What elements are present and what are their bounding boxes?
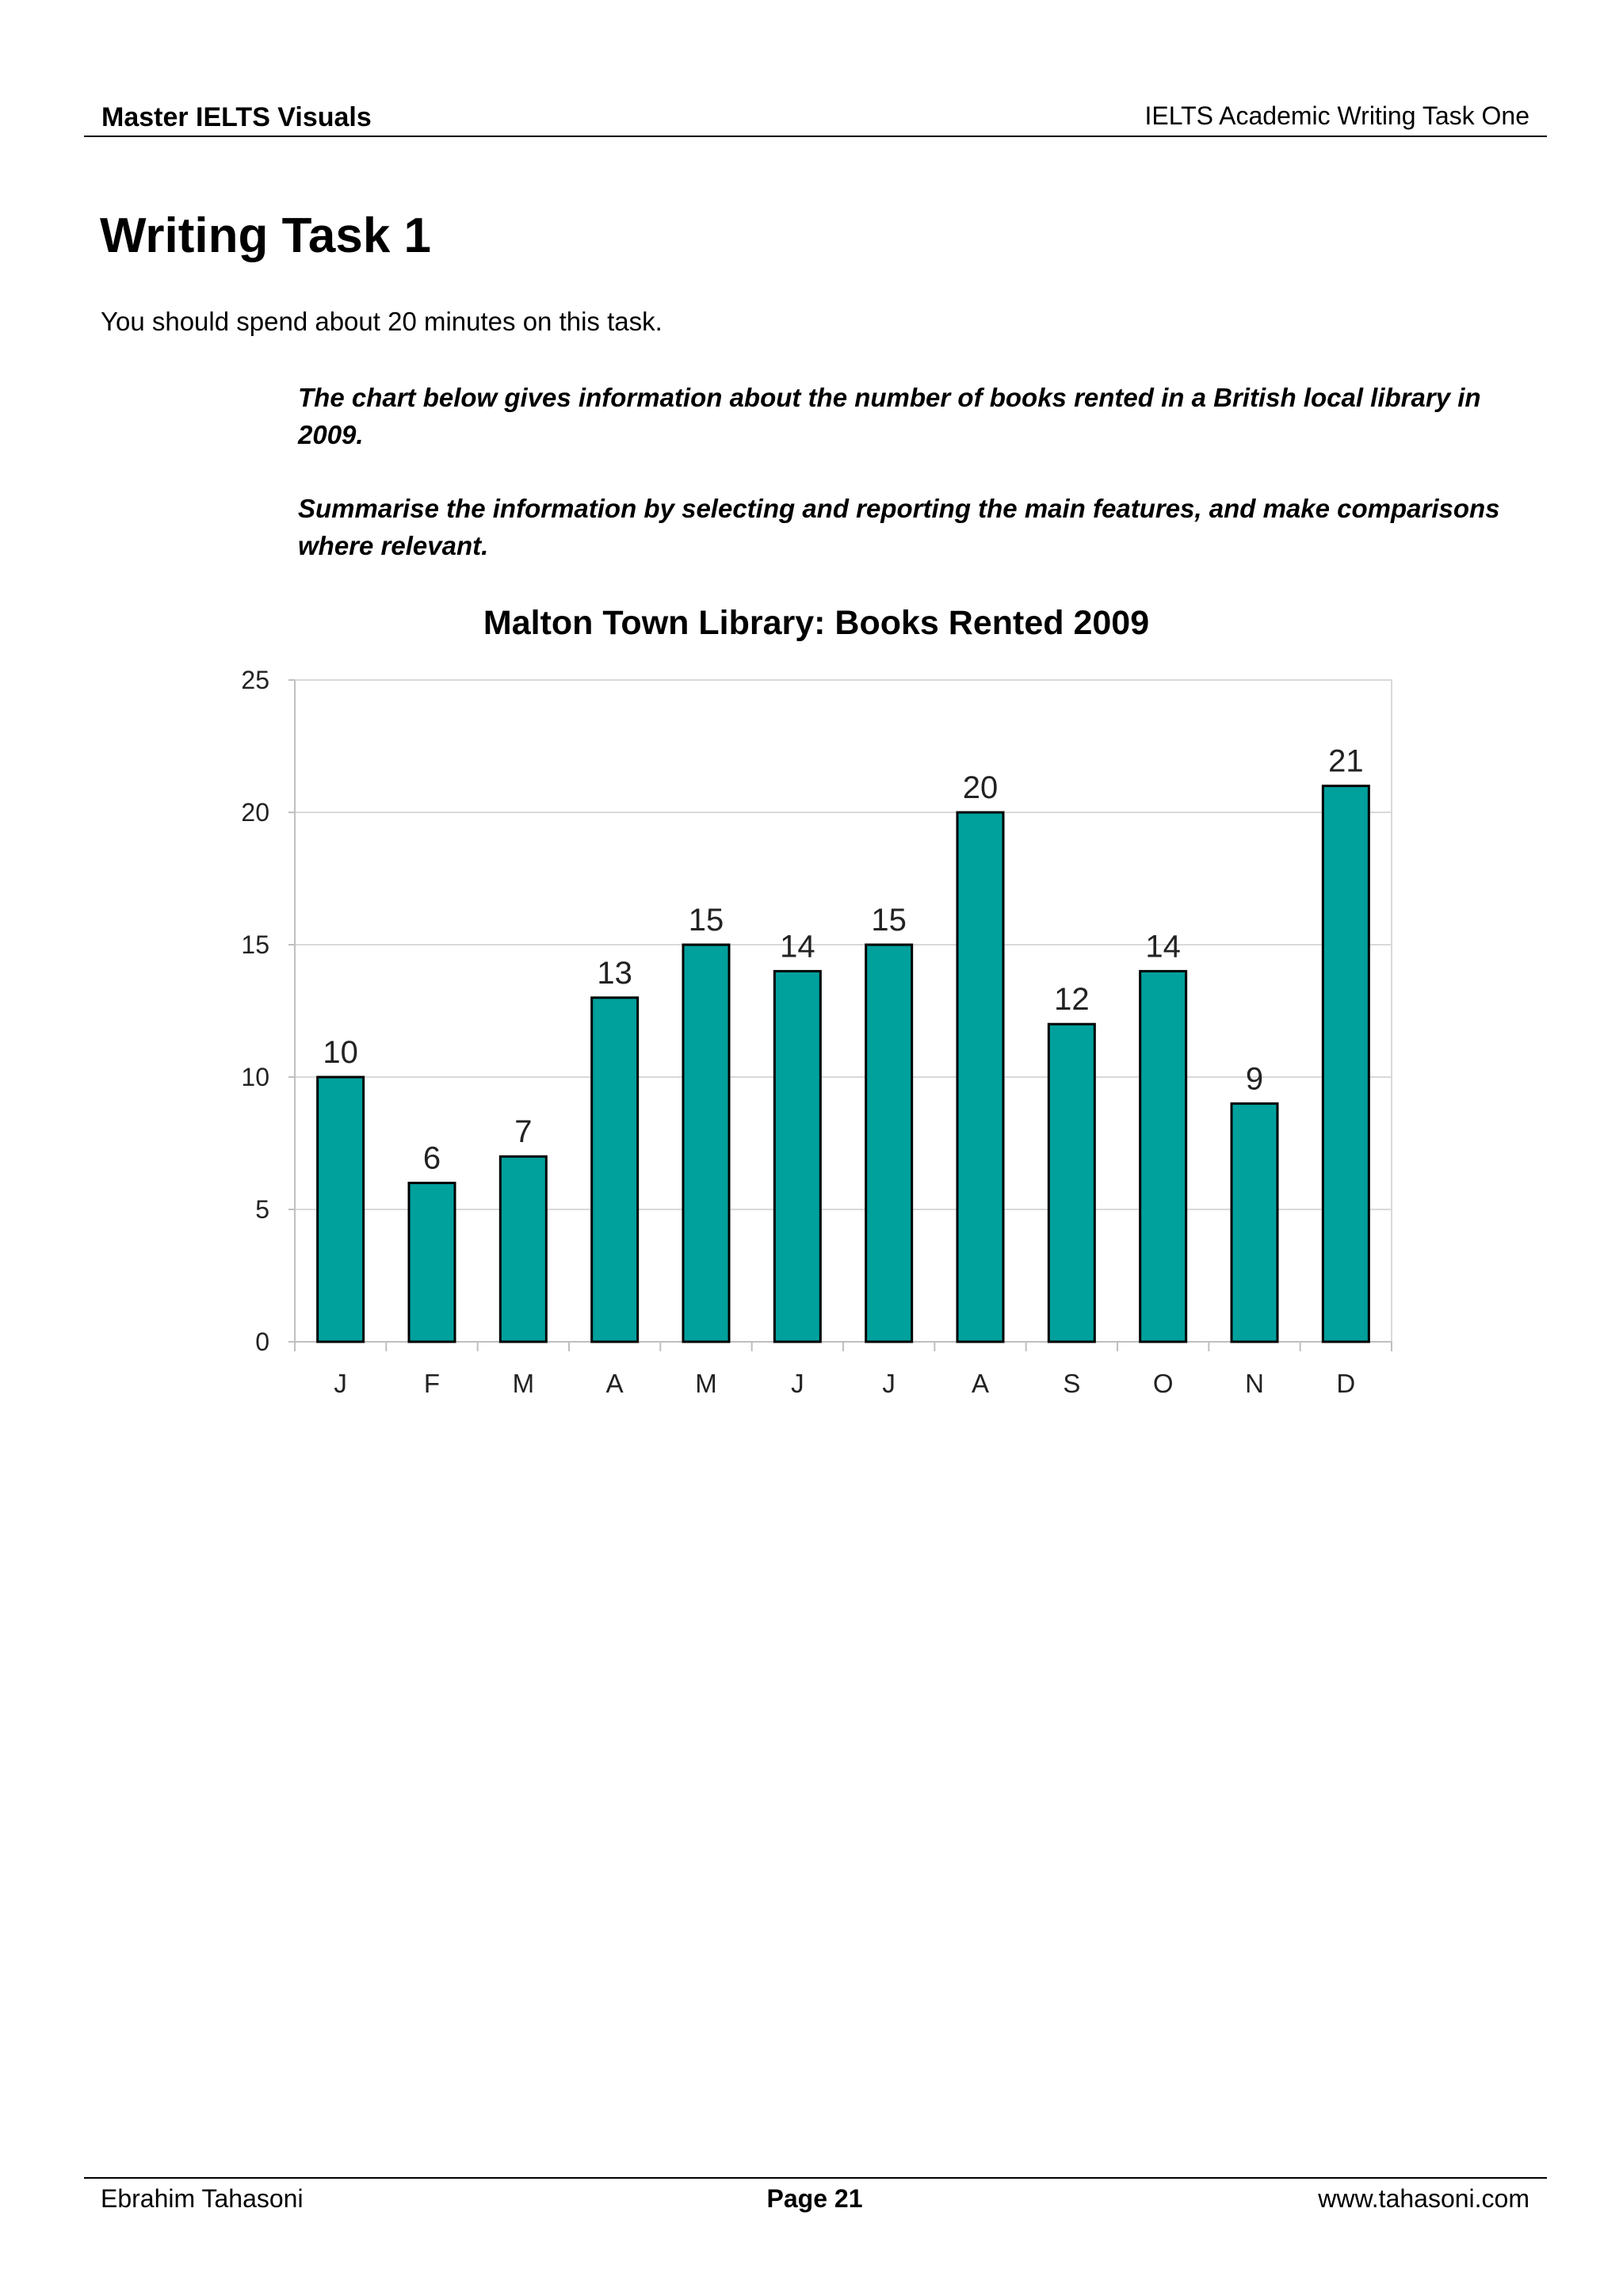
x-axis-tick-labels (334, 1369, 1355, 1398)
x-tick-label: F (423, 1369, 441, 1398)
bar-data-label: 12 (1054, 982, 1090, 1018)
bar (318, 1077, 364, 1342)
x-tick-label: S (1063, 1369, 1081, 1398)
chart-title: Malton Town Library: Books Rented 2009 (483, 604, 1150, 642)
x-tick-label: J (334, 1369, 347, 1398)
y-tick-label: 5 (255, 1195, 269, 1224)
bar-data-label: 10 (323, 1035, 358, 1070)
bar-data-label: 15 (688, 903, 724, 938)
x-tick-label: O (1152, 1369, 1174, 1398)
bar (957, 812, 1003, 1342)
y-tick-label: 0 (255, 1328, 269, 1356)
bar (1232, 1103, 1277, 1342)
x-tick-label: N (1245, 1369, 1264, 1398)
footer-author: Ebrahim Tahasoni (101, 2184, 304, 2213)
bar-data-label: 21 (1328, 743, 1364, 779)
bar (866, 945, 912, 1342)
bar-data-label: 15 (871, 903, 907, 938)
x-tick-label: M (512, 1369, 535, 1398)
x-tick-label: J (791, 1369, 804, 1398)
plot-area-border (295, 680, 1392, 1342)
bar-data-label: 13 (597, 955, 632, 991)
bar-data-label: 20 (962, 770, 999, 805)
header-book-title: Master IELTS Visuals (101, 102, 372, 132)
chart-gridlines (295, 680, 1392, 1209)
bar (683, 945, 729, 1342)
footer-website: www.tahasoni.com (1318, 2184, 1529, 2213)
bar (500, 1156, 546, 1342)
header-section-title: IELTS Academic Writing Task One (1144, 101, 1529, 130)
y-tick-label: 25 (241, 666, 269, 694)
x-tick-label: A (971, 1369, 990, 1398)
bar-data-label: 7 (514, 1114, 533, 1150)
y-axis-tick-labels (241, 666, 269, 1356)
bar (1048, 1024, 1094, 1342)
page-title: Writing Task 1 (100, 208, 432, 263)
footer-divider (84, 2177, 1547, 2179)
bar (1140, 971, 1186, 1342)
bar-data-label: 6 (422, 1140, 441, 1176)
bar (409, 1183, 455, 1342)
bar (1323, 786, 1369, 1342)
y-tick-label: 10 (241, 1063, 269, 1091)
bar-data-label: 14 (1145, 929, 1181, 965)
y-tick-label: 15 (241, 930, 269, 959)
time-instruction: You should spend about 20 minutes on this task. (101, 307, 663, 336)
bar (592, 998, 638, 1342)
x-tick-label: J (882, 1369, 896, 1398)
x-tick-label: A (605, 1369, 624, 1398)
bar-data-label: 9 (1245, 1061, 1264, 1097)
y-tick-label: 20 (241, 798, 269, 827)
bar (774, 971, 820, 1342)
page-number: Page 21 (766, 2184, 863, 2213)
x-tick-label: D (1336, 1369, 1356, 1398)
task-description: The chart below gives information about the number of books rented in a British local library in 2009. (298, 383, 1481, 449)
chart-bars (318, 786, 1369, 1342)
x-tick-label: M (695, 1369, 717, 1398)
bar-data-labels (323, 744, 1363, 1176)
task-instruction: Summarise the information by selecting and reporting the main features, and make comparisons where relevant. (298, 494, 1500, 560)
bar-data-label: 14 (780, 929, 815, 965)
